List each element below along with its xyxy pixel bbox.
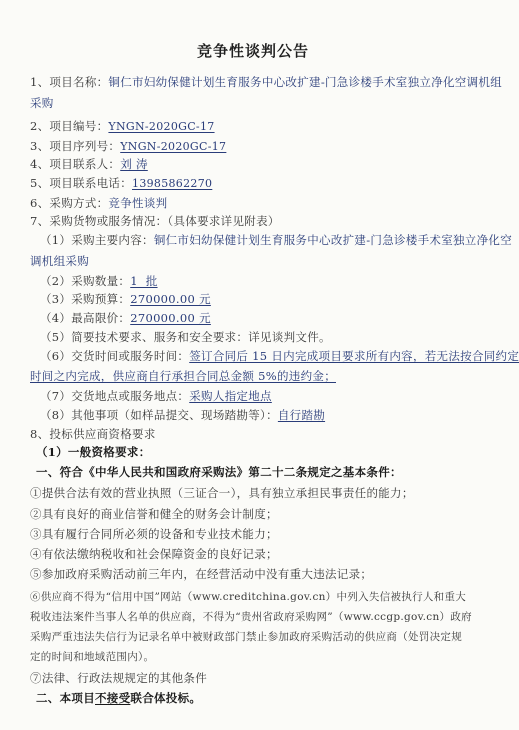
section1-suffix: 第二十二条规定之基本条件：	[248, 465, 402, 479]
sub4-label: （4）最高限价：	[40, 311, 131, 325]
item2-label: 2、项目编号：	[30, 119, 109, 133]
sub8-value: 自行踏勘	[277, 408, 326, 422]
sub7-value: 采购人指定地点	[189, 389, 272, 403]
cond1-line	[30, 486, 480, 500]
general-req-label: （1）一般资格要求：	[36, 445, 151, 459]
item4-label: 4、项目联系人：	[30, 157, 121, 171]
sub1-value: 铜仁市妇幼保健计划生育服务中心改扩建-门急诊楼手术室独立净化空	[153, 233, 513, 247]
cond4-num: ④	[30, 547, 42, 561]
item1-line2	[30, 96, 480, 110]
sub5-line	[40, 330, 490, 344]
sub8-line	[40, 408, 490, 422]
item6-label: 6、采购方式：	[30, 196, 109, 210]
section1-prefix: 一、符合《中华人民共和国政府采购法》	[36, 465, 249, 479]
cond4-line	[30, 547, 480, 561]
cond3-line	[30, 527, 480, 541]
cond5-line	[30, 567, 480, 581]
cond7-line	[30, 671, 480, 685]
cond2-line	[30, 507, 480, 521]
item1-line	[30, 75, 503, 89]
cond6-text-4: 定的时间和地域范围内）。	[30, 651, 155, 663]
item1-value-cont: 采购	[30, 96, 54, 110]
item8-label: 8、投标供应商资格要求	[30, 427, 156, 441]
cond6-line2	[30, 610, 480, 624]
sub3-line	[40, 292, 490, 306]
sub6-line2	[30, 369, 480, 383]
sub6-label: （6）交货时间或服务时间：	[40, 349, 190, 363]
sub1-value-cont: 调机组采购	[30, 254, 89, 268]
item2-line	[30, 119, 480, 134]
general-req-heading	[36, 445, 486, 459]
item4-value: 刘 涛	[120, 157, 148, 171]
sub3-value: 270000.00 元	[130, 292, 211, 306]
cond2-num: ②	[30, 507, 42, 521]
cond3-text: 具有履行合同所必须的设备和专业技术能力；	[41, 527, 278, 541]
cond2-text: 具有良好的商业信誉和健全的财务会计制度；	[41, 507, 278, 521]
sub4-line	[40, 311, 490, 325]
item1-value: 铜仁市妇幼保健计划生育服务中心改扩建-门急诊楼手术室独立净化空调机组	[108, 75, 503, 89]
item8-line	[30, 427, 480, 441]
cond6-text-2: 税收违法案件当事人名单的供应商，不得为“贵州省政府采购网”（www.ccgp.gov.cn）政府	[30, 611, 472, 623]
cond6-num: ⑥	[30, 591, 41, 603]
item6-value: 竞争性谈判	[108, 196, 168, 210]
sub6-value-cont: 时间之内完成，供应商自行承担合同总金额 5%的违约金；	[30, 369, 336, 383]
section1-heading	[36, 465, 486, 479]
sub6-line	[40, 349, 519, 363]
sub4-value: 270000.00 元	[130, 311, 211, 325]
item3-label: 3、项目序列号：	[30, 139, 121, 153]
cond6-text-3: 采购严重违法失信行为记录名单中被财政部门禁止参加政府采购活动的供应商（处罚决定规	[30, 631, 462, 643]
sub2-label: （2）采购数量：	[40, 274, 131, 288]
page-title: 竞争性谈判公告	[196, 42, 309, 60]
item6-line	[30, 196, 480, 210]
item7-line	[30, 214, 480, 228]
cond6-line	[30, 590, 480, 604]
item7-label: 7、采购货物或服务情况：（具体要求详见附表）	[30, 214, 280, 228]
item5-value: 13985862270	[132, 177, 213, 190]
sub7-line	[40, 389, 490, 403]
cond4-text: 有依法缴纳税收和社会保障资金的良好记录；	[41, 547, 278, 561]
item4-line	[30, 157, 480, 171]
cond6-line4	[30, 650, 480, 664]
cond6-line3	[30, 630, 480, 644]
cond7-text: 法律、行政法规规定的其他条件	[41, 671, 208, 685]
cond7-num: ⑦	[30, 671, 42, 685]
section2-suffix: 联合体投标。	[130, 691, 202, 705]
sub2-line	[40, 274, 490, 288]
sub1-line2	[30, 254, 480, 268]
section2-heading	[36, 691, 486, 705]
cond5-num: ⑤	[30, 567, 42, 581]
sub1-line	[40, 233, 513, 247]
cond5-text: 参加政府采购活动前三年内，在经营活动中没有重大违法记录；	[41, 567, 373, 581]
cond1-num: ①	[30, 486, 42, 500]
item5-label: 5、项目联系电话：	[30, 176, 133, 190]
cond6-text-1: 供应商不得为“信用中国”网站（www.creditchina.gov.cn）中列入失信被执行人和重大	[40, 591, 467, 603]
sub3-label: （3）采购预算：	[40, 292, 131, 306]
sub6-value: 签订合同后 15 日内完成项目要求所有内容，若无法按合同约定	[189, 349, 519, 363]
sub2-value: 1 批	[130, 274, 158, 288]
cond1-text: 提供合法有效的营业执照（三证合一），具有独立承担民事责任的能力；	[41, 486, 414, 500]
item2-value: YNGN-2020GC-17	[108, 120, 215, 133]
section2-value: 不接受	[95, 691, 131, 705]
sub8-label: （8）其他事项（如样品提交、现场踏勘等）：	[40, 408, 278, 422]
item3-value: YNGN-2020GC-17	[120, 140, 227, 153]
section2-prefix: 二、本项目	[36, 691, 95, 705]
sub5-label: （5）简要技术要求、服务和安全要求：详见谈判文件。	[40, 330, 331, 344]
item1-label: 1、项目名称：	[30, 75, 109, 89]
sub7-label: （7）交货地点或服务地点：	[40, 389, 190, 403]
cond3-num: ③	[30, 527, 42, 541]
item3-line	[30, 139, 480, 154]
sub1-label: （1）采购主要内容：	[40, 233, 154, 247]
item5-line	[30, 176, 480, 191]
